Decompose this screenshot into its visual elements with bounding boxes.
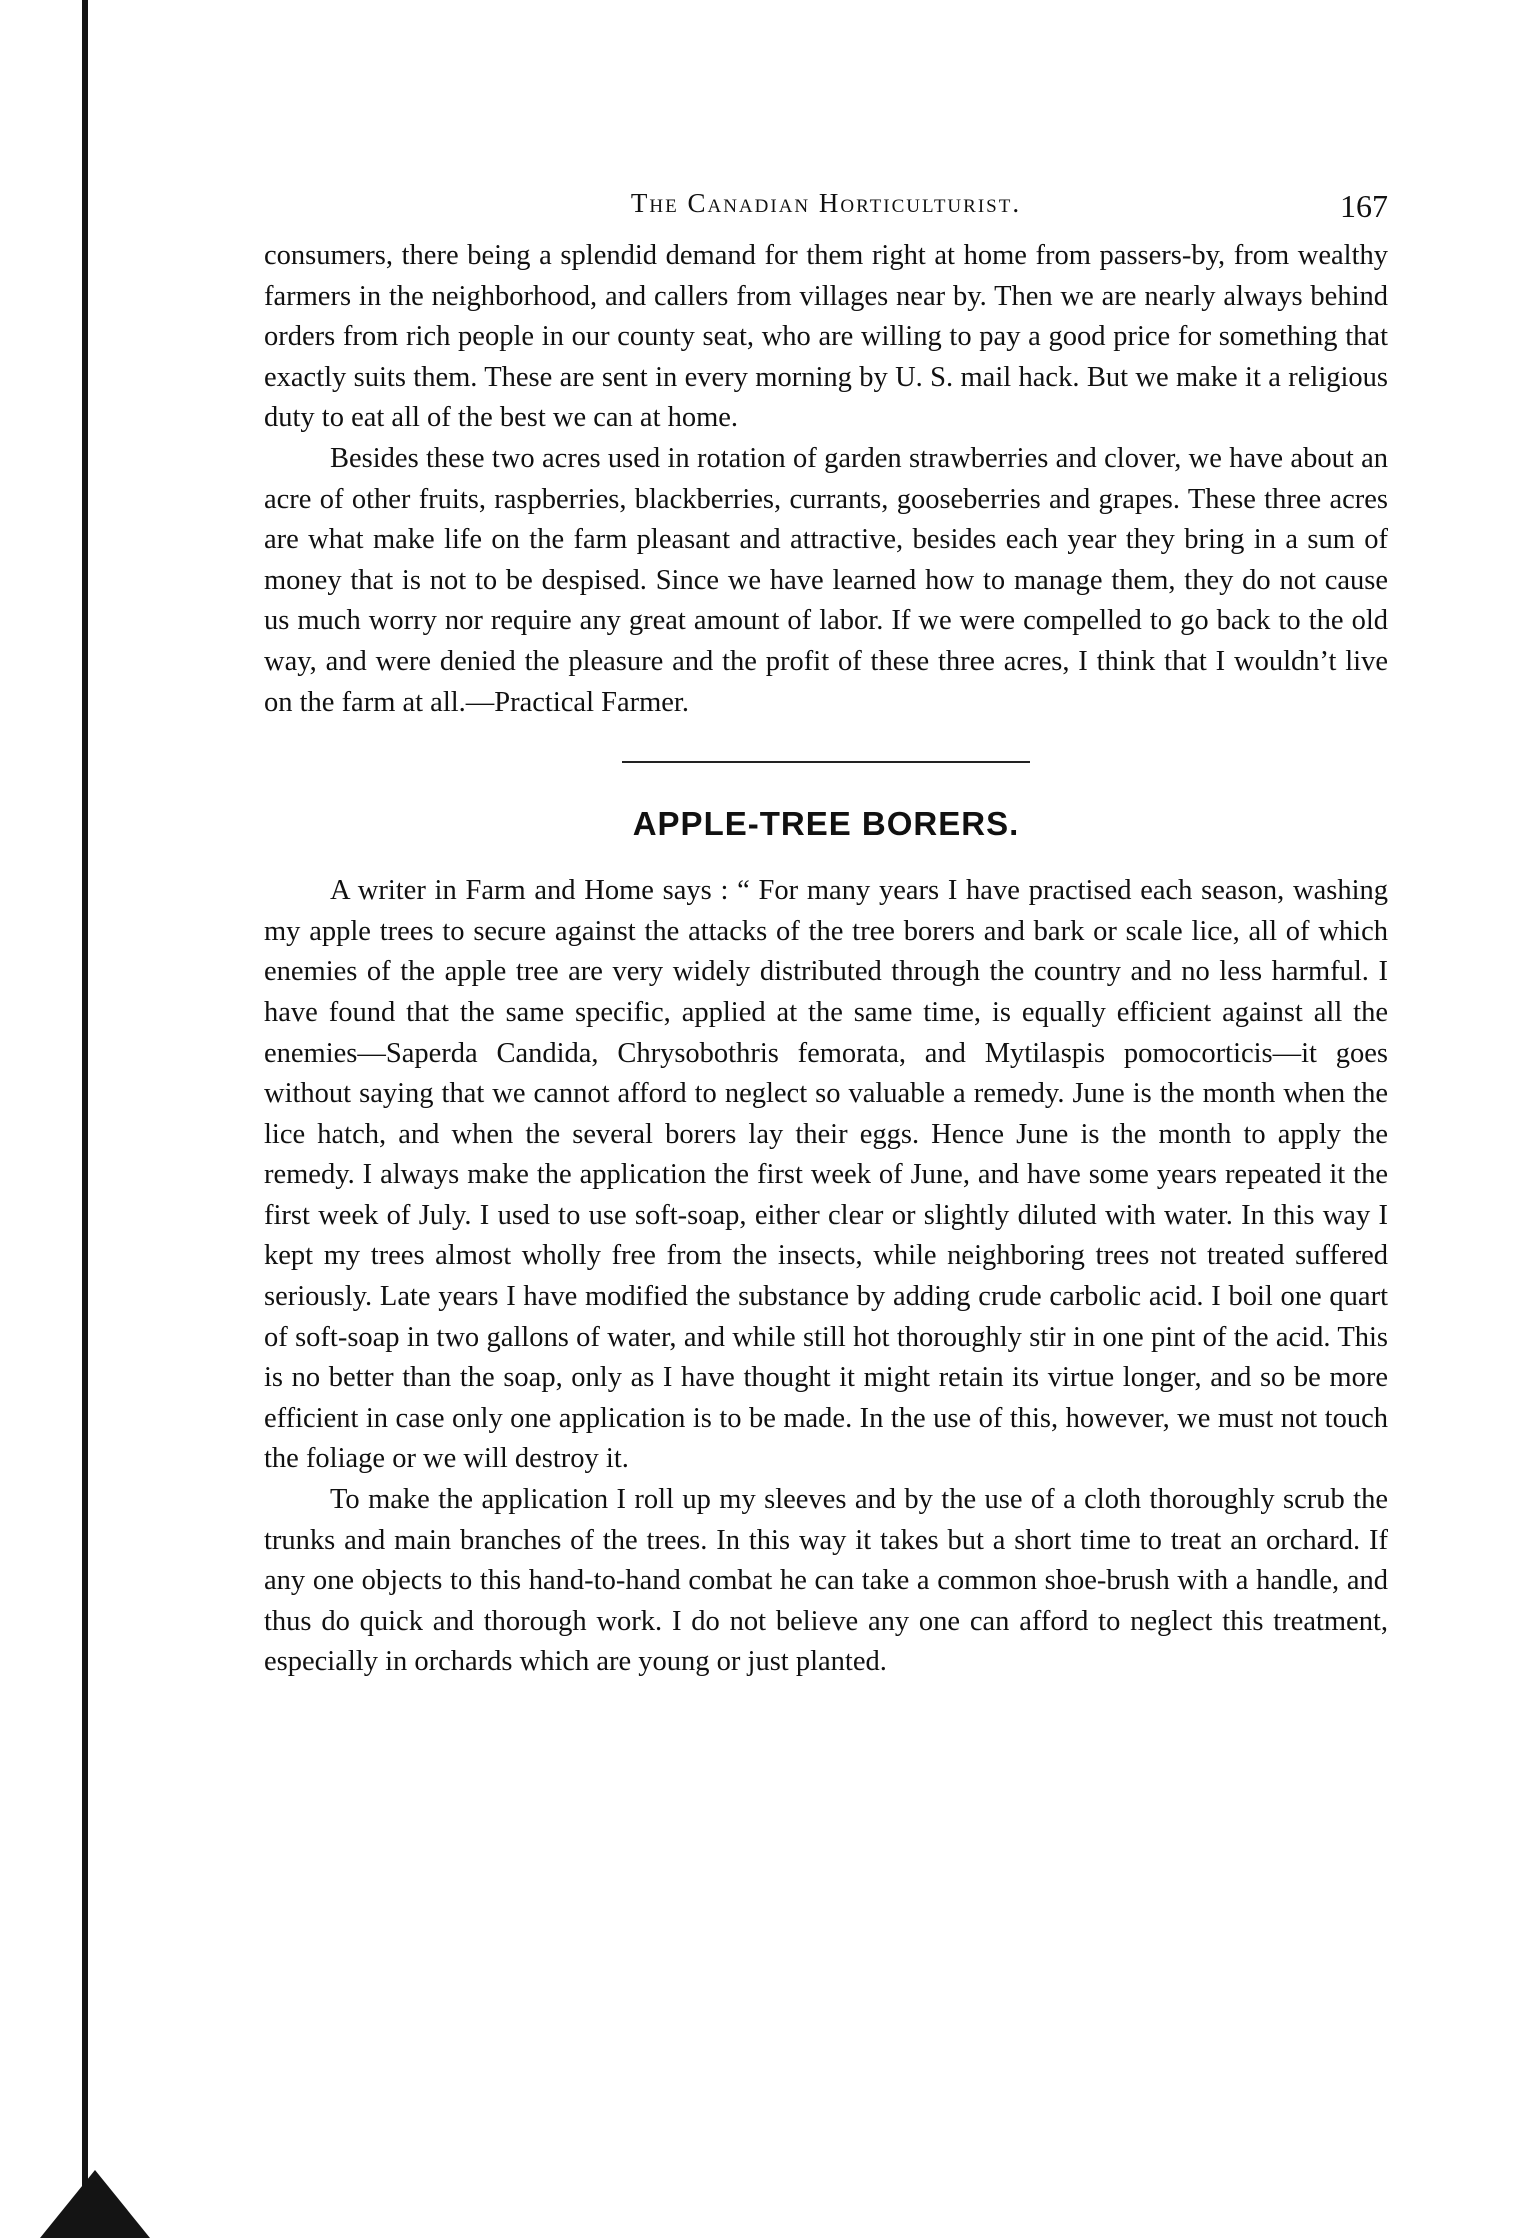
running-head [264,180,1388,230]
article-continuation [264,236,1388,723]
binding-edge [82,0,88,2238]
section-heading: APPLE-TREE BORERS. [632,805,1020,843]
paragraph: A writer in Farm and Home says : “ For many years I have practised each season, washing my apple trees to secure against the attacks of the tree borers and bark or scale lice, all of which enemies of the apple tree are very widely distributed through the country and no less harmful. I have found that the same specific, applied at the same time, is equally efficient against all the enemies—Saperda Candida, Chrysobothris femorata, and Mytilaspis pomocorticis—it goes without saying that we cannot afford to neglect so valuable a remedy. June is the month when the lice hatch, and when the several borers lay their eggs. Hence June is the month to apply the remedy. I always make the application the first week of June, and have some years repeated it the first week of July. I used to use soft-soap, either clear or slightly diluted with water. In this way I kept my trees almost wholly free from the insects, while neighboring trees not treated suffered seriously. Late years I have modified the substance by adding crude carbolic acid. I boil one quart of soft-soap in two gallons of water, and while still hot thoroughly stir in one pint of the acid. This is no better than the soap, only as I have thought it might retain its virtue longer, and so be more efficient in case only one application is to be made. In the use of this, however, we must not touch the foliage or we will destroy it. [264,875,1388,1475]
section-divider [622,761,1030,763]
running-title: The Canadian Horticulturist. [630,188,1022,218]
paragraph: To make the application I roll up my sleeves and by the use of a cloth thoroughly scrub the trunks and main branches of the trees. In this way it takes but a short time to treat an orchard. If any one objects to this hand-to-hand combat he can take a common shoe-brush with a handle, and thus do quick and thorough work. I do not believe any one can afford to neglect this treatment, especially in orchards which are young or just planted. [264,1484,1388,1678]
page-number: 167 [1340,188,1388,224]
paragraph: Besides these two acres used in rotation of garden strawberries and clover, we have about an acre of other fruits, raspberries, blackberries, currants, gooseberries and grapes. These three acres are what make life on the farm pleasant and attractive, besides each year they bring in a sum of money that is not to be despised. Since we have learned how to manage them, they do not cause us much worry nor require any great amount of labor. If we were compelled to go back to the old way, and were denied the pleasure and the profit of these three acres, I think that I wouldn’t live on the farm at all.—Practical Farmer. [264,442,1388,718]
paragraph: consumers, there being a splendid demand for them right at home from passers-by, from wealthy farmers in the neighborhood, and callers from villages near by. Then we are nearly always behind orders from rich people in our county seat, who are willing to pay a good price for something that exactly suits them. These are sent in every morning by U. S. mail hack. But we make it a religious duty to eat all of the best we can at home. [264,240,1388,434]
article-apple-tree-borers [264,805,1388,1683]
document-page [264,180,1388,1683]
binding-corner [40,2170,150,2238]
